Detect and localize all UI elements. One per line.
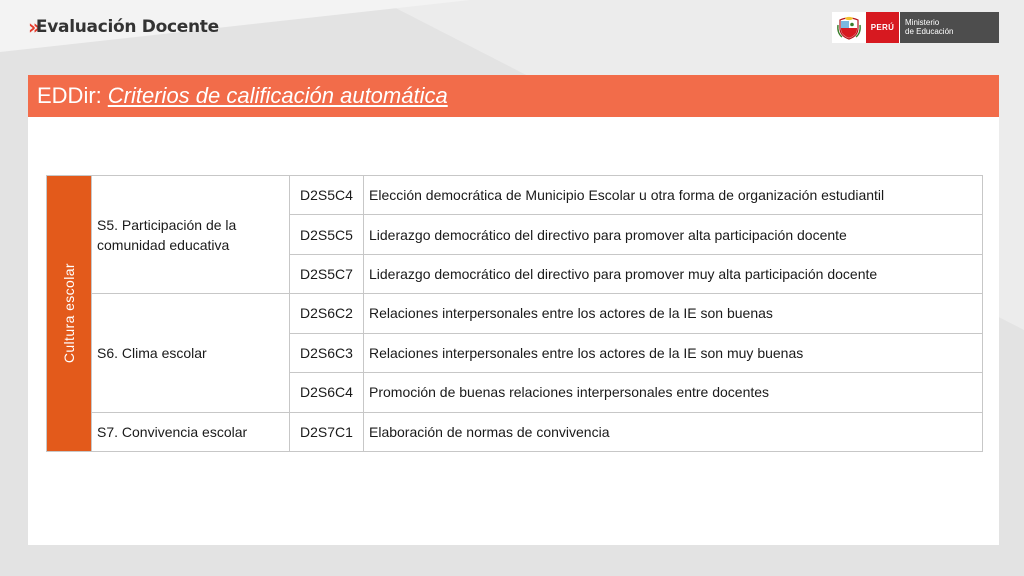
- criterion-description: Promoción de buenas relaciones interpersonales entre docentes: [364, 373, 983, 412]
- brand-text: Evaluación Docente: [35, 17, 219, 37]
- group-label: Cultura escolar: [61, 263, 77, 364]
- criterion-code: D2S6C3: [290, 333, 364, 372]
- group-label-cell: [47, 176, 92, 452]
- section-cell: S7. Convivencia escolar: [92, 412, 290, 451]
- criterion-code: D2S6C4: [290, 373, 364, 412]
- peru-label: PERÚ: [866, 12, 899, 43]
- ministry-line-1: Ministerio: [905, 18, 940, 27]
- coat-of-arms-icon: [832, 12, 866, 43]
- criterion-description: Elección democrática de Municipio Escolar u otra forma de organización estudiantil: [364, 176, 983, 215]
- criterion-code: D2S6C2: [290, 294, 364, 333]
- ministry-logo: [832, 12, 999, 43]
- ministry-line-2: de Educación: [905, 27, 954, 36]
- criterion-code: D2S5C7: [290, 254, 364, 293]
- title-main: Criterios de calificación automática: [107, 83, 448, 108]
- criterion-code: D2S5C4: [290, 176, 364, 215]
- ministry-label: [899, 12, 999, 43]
- brand-chevron-icon: »: [28, 15, 35, 39]
- table-row: [47, 176, 983, 215]
- brand-title: [28, 14, 219, 40]
- table-row: [47, 294, 983, 333]
- criterion-description: Liderazgo democrático del directivo para promover alta participación docente: [364, 215, 983, 254]
- criterion-description: Relaciones interpersonales entre los actores de la IE son muy buenas: [364, 333, 983, 372]
- criterion-description: Elaboración de normas de convivencia: [364, 412, 983, 451]
- criterion-description: Liderazgo democrático del directivo para promover muy alta participación docente: [364, 254, 983, 293]
- criterion-description: Relaciones interpersonales entre los actores de la IE son buenas: [364, 294, 983, 333]
- table-row: [47, 412, 983, 451]
- criterion-code: D2S5C5: [290, 215, 364, 254]
- title-prefix: EDDir:: [37, 83, 102, 108]
- criterion-code: D2S7C1: [290, 412, 364, 451]
- slide-title-bar: [28, 75, 999, 117]
- section-cell: S5. Participación de la comunidad educativa: [92, 176, 290, 294]
- section-cell: S6. Clima escolar: [92, 294, 290, 412]
- criteria-table: [46, 175, 983, 452]
